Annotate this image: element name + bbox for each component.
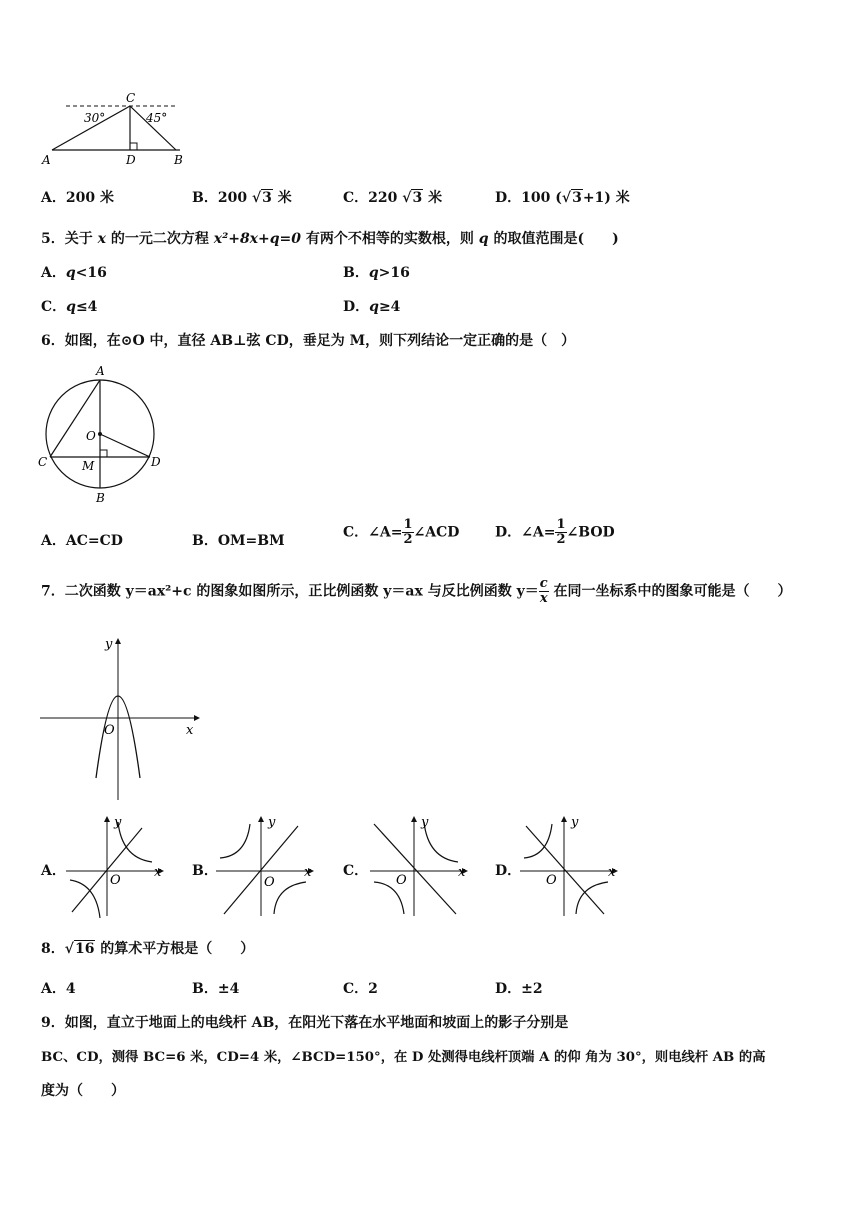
q7-axis-x: x: [186, 723, 194, 738]
q6-label-c: C: [38, 455, 48, 469]
q6-stem: 6．如图，在⊙O 中，直径 AB⊥弦 CD，垂足为 M，则下列结论一定正确的是（ ）: [41, 333, 576, 349]
q4-option-c[interactable]: C．220 √3 米: [343, 190, 443, 206]
q9-stem-line2: BC、CD，测得 BC=6 米，CD=4 米，∠BCD=150°，在 D 处测得电线杆顶端 A 的仰 角为 30°，则电线杆 AB 的高: [41, 1050, 766, 1065]
q7-c-origin: O: [396, 873, 407, 888]
q6-label-b: B: [96, 491, 105, 505]
q4-angle-45: 45°: [146, 111, 168, 125]
q8-option-c[interactable]: C．2: [343, 981, 378, 997]
q4-label-a: A: [42, 153, 51, 167]
q6-label-d: D: [151, 455, 161, 469]
q7-d-axis-y: y: [571, 815, 579, 830]
q7-option-d[interactable]: D．: [495, 863, 522, 879]
q6-option-c[interactable]: C．∠A= $\frac{1}{2}$ ∠ACD: [343, 517, 460, 547]
q6-option-a[interactable]: A．AC=CD: [41, 533, 123, 549]
q5-option-a[interactable]: A．q<16: [41, 265, 107, 281]
q5-option-c[interactable]: C．q≤4: [41, 299, 98, 315]
q7-option-d-graph[interactable]: [520, 814, 620, 918]
q7-b-axis-x: x: [304, 865, 312, 880]
q7-option-c[interactable]: C．: [343, 863, 369, 879]
q4-label-c: C: [126, 91, 136, 105]
q7-stem: 7．二次函数 y＝ax²+c 的图象如图所示，正比例函数 y＝ax 与反比例函数 y＝ $\frac{c}{x}$ 在同一坐标系中的图象可能是（ ）: [41, 576, 792, 606]
q7-axis-y: y: [105, 637, 113, 652]
q7-a-axis-y: y: [114, 815, 122, 830]
q7-a-axis-x: x: [154, 865, 162, 880]
q6-label-o: O: [86, 429, 96, 443]
q9-stem-line1: 9．如图，直立于地面上的电线杆 AB，在阳光下落在水平地面和坡面上的影子分别是: [41, 1015, 569, 1031]
q4-label-d: D: [126, 153, 136, 167]
q4-label-b: B: [174, 153, 183, 167]
q4-option-d[interactable]: D．100 (√3+1) 米: [495, 190, 630, 206]
q9-stem-line3: 度为（ ）: [41, 1083, 125, 1099]
q7-option-a-graph[interactable]: [66, 814, 166, 918]
q7-option-b[interactable]: B．: [192, 863, 218, 879]
q8-option-d[interactable]: D．±2: [495, 981, 543, 997]
q5-stem: 5．关于 x 的一元二次方程 x²+8x+q=0 有两个不相等的实数根，则 q 的取值范围是( ): [41, 231, 619, 247]
q7-b-origin: O: [264, 875, 275, 890]
q4-triangle-figure: [38, 88, 198, 170]
q7-c-axis-x: x: [458, 865, 466, 880]
q7-d-origin: O: [546, 873, 557, 888]
q7-option-b-graph[interactable]: [216, 814, 316, 918]
q5-option-d[interactable]: D．q≥4: [343, 299, 401, 315]
q7-c-axis-y: y: [421, 815, 429, 830]
q5-option-b[interactable]: B．q>16: [343, 265, 410, 281]
q6-label-a: A: [96, 364, 105, 378]
q6-option-d[interactable]: D．∠A= $\frac{1}{2}$ ∠BOD: [495, 517, 615, 547]
q8-option-a[interactable]: A．4: [41, 981, 76, 997]
q6-circle-figure: [36, 362, 168, 506]
q8-option-b[interactable]: B．±4: [192, 981, 240, 997]
q8-stem: 8．√16 的算术平方根是（ ）: [41, 941, 255, 957]
q6-label-m: M: [82, 459, 95, 473]
q7-origin: O: [104, 723, 115, 738]
q4-option-a[interactable]: A．200 米: [41, 190, 114, 206]
q7-option-c-graph[interactable]: [370, 814, 470, 918]
q7-option-a[interactable]: A．: [41, 863, 66, 879]
q7-parabola-graph: [38, 636, 198, 804]
q6-option-b[interactable]: B．OM=BM: [192, 533, 285, 549]
q7-b-axis-y: y: [268, 815, 276, 830]
q7-a-origin: O: [110, 873, 121, 888]
q4-angle-30: 30°: [84, 111, 106, 125]
q7-d-axis-x: x: [608, 865, 616, 880]
q4-option-b[interactable]: B．200 √3 米: [192, 190, 292, 206]
